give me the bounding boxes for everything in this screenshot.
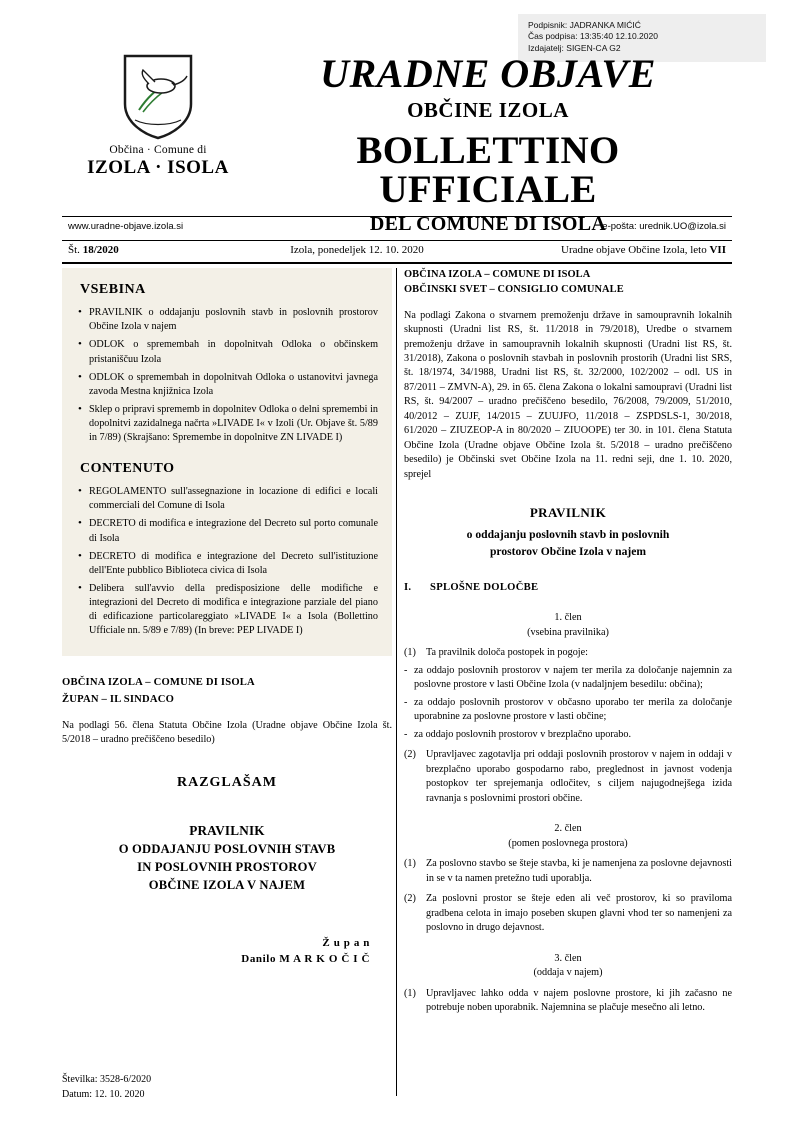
list-item: • DECRETO di modifica e integrazione del Decreto sull'istituzione dell'Ente pubblico Biblioteca civica di Isola — [76, 550, 378, 578]
list-item: • PRAVILNIK o oddajanju poslovnih stavb in poslovnih prostorov Občine Izola v najem — [76, 306, 378, 334]
contact-row — [68, 221, 726, 232]
contenuto-heading: CONTENUTO — [80, 461, 175, 477]
table-of-contents-box — [62, 268, 392, 656]
title-slovene: URADNE OBJAVE — [320, 51, 656, 96]
article-paragraph — [404, 646, 732, 660]
article-caption: (oddaja v najem) — [533, 967, 603, 979]
paragraph-text: Za poslovni prostor se šteje eden ali več prostorov, ki so praviloma gradbena celota in imajo poseben skupen glavni vhod ter so namenjeni za poslovno in drugo dejavnost. — [426, 893, 732, 934]
subtitle-italian: DEL COMUNE DI ISOLA — [369, 213, 607, 235]
paragraph-text: Ta pravilnik določa postopek in pogoje: — [426, 647, 588, 659]
article-number: 3. člen — [554, 952, 582, 964]
article-paragraph — [404, 748, 732, 806]
article-dash-item — [404, 696, 732, 725]
subtitle-slovene: OBČINE IZOLA — [407, 98, 569, 122]
crest-caption-line2: IZOLA · ISOLA — [87, 157, 229, 178]
list-item: • ODLOK o spremembah in dopolnitvah Odloka o občinskem pristaniščuu Izola — [76, 338, 378, 366]
document-title-line2: O ODDAJANJU POSLOVNIH STAVB — [118, 841, 336, 856]
paragraph-number: (1) — [404, 987, 416, 999]
paragraph-text: za oddajo poslovnih prostorov v brezplačno uporabo. — [414, 728, 631, 740]
list-item: • Sklep o pripravi sprememb in dopolnitev Odloka o delni spremembi in dopolnitvi zazidalnega načrta »LIVADE I« v Izoli (Ur. Objave št. 5/89 in 7/89) (Skrajšano: Spremembe in dopolnitve ZN LIVADE I) — [76, 403, 378, 445]
document-title-line4: OBČINE IZOLA V NAJEM — [148, 878, 306, 893]
issue-number-group — [68, 244, 218, 256]
article-header — [404, 822, 732, 851]
vsebina-heading: VSEBINA — [80, 282, 146, 297]
email-link[interactable]: e-pošta: urednik.UO@izola.si — [602, 221, 726, 232]
signature-issuer: Izdajatelj: SIGEN-CA G2 — [528, 42, 621, 53]
issue-number: 18/2020 — [82, 244, 119, 256]
article-number: 1. člen — [554, 612, 582, 624]
paragraph-text: za oddajo poslovnih prostorov v najem ter merila za določanje najemnin za poslovne prostore v lasti Občine Izola (v nadaljnjem besedilu: občina); — [414, 664, 732, 691]
website-link[interactable]: www.uradne-objave.izola.si — [68, 221, 184, 232]
org-name-line1: OBČINA IZOLA – COMUNE DI ISOLA — [62, 677, 255, 689]
list-item: • ODLOK o spremembah in dopolnitvah Odloka o ustanovitvi javnega zavoda Mestna knjižnica Izola — [76, 371, 378, 399]
article-paragraph — [404, 892, 732, 935]
document-date: Datum: 12. 10. 2020 — [62, 1088, 145, 1100]
legal-basis-paragraph: Na podlagi Zakona o stvarnem premoženju države in samoupravnih lokalnih skupnosti (Uradni list RS, št. 11/2018 in 79/2018), Uredbe o stvarnem premoženju države in samoupravnih lokalnih skupnosti (Uradni list RS, št. 31/2018), Zakona o poslovnih stavbah in poslovnih prostorih (Uradni list SRS, št. 18/1974, 34/1988, Uradni list RS, št. 32/2000, 102/2002 – odl. US in 87/2011 – ZMVN-A), 29. in 65. člena Zakona o lokalni samoupravi (Uradni list RS, št. 94/2007 – uradno prečiščeno besedilo, 76/2008, 79/2009, 51/2010, 40/2012 – ZUJF, 14/2015 – ZUUJFO, 11/2018 – ZSPDSLS-1, 30/2018, 61/2020 – ZIUZEOP-A in 80/2020 – ZIUOOPE) ter 30. in 101. člena Statuta Občine Izola (Uradne objave Občine Izola št. 5/2018 – uradno prečiščeno besedilo) je Občinski svet Občine Izola na 11. redni seji, dne 1. 10. 2020, sprejel — [404, 309, 732, 480]
intro-paragraph: Na podlagi 56. člena Statuta Občine Izola (Uradne objave Občine Izola št. 5/2018 – uradno prečiščeno besedilo) — [62, 720, 392, 746]
issue-row — [68, 244, 726, 256]
signer-name: Danilo M A R K O Č I Č — [241, 953, 370, 966]
article-header — [404, 611, 732, 640]
dash-marker: - — [404, 664, 408, 676]
document-title-block — [62, 821, 392, 895]
section-title: SPLOŠNE DOLOČBE — [430, 582, 539, 594]
dash-marker: - — [404, 728, 408, 740]
signer-role: Ž u p a n — [322, 936, 370, 949]
mayor-proclamation — [62, 676, 392, 968]
article-dash-item — [404, 728, 732, 742]
regulation-subtitle-line2: prostorov Občine Izola v najem — [489, 544, 647, 558]
article-number: 2. člen — [554, 823, 582, 835]
section-numeral: I. — [404, 582, 412, 594]
coat-of-arms-icon — [121, 52, 195, 140]
paragraph-number: (1) — [404, 858, 416, 870]
list-item: • Delibera sull'avvio della predisposizione delle modifiche e integrazioni del Decreto di modifica e integrazione parziale del piano di edificazione particolareggiato »LIVADE I« a Isola (Bollettino Ufficiale nn. 5/89 e 7/89) (In breve: PEP LIVADE I) — [76, 582, 378, 638]
document-meta — [62, 1073, 151, 1102]
paragraph-number: (2) — [404, 749, 416, 761]
masthead-titles — [244, 51, 732, 236]
column-divider — [396, 268, 397, 1096]
org-name-line2: ŽUPAN – IL SINDACO — [62, 693, 175, 705]
paragraph-text: za oddajo poslovnih prostorov v občasno uporabo ter merila za določanje uporabnine za poslovne prostore v lasti občine; — [414, 696, 732, 723]
article-caption: (pomen poslovnega prostora) — [508, 837, 628, 849]
contenuto-list — [76, 485, 378, 638]
vsebina-list — [76, 306, 378, 445]
paragraph-text: Upravljavec lahko odda v najem poslovne prostore, ki jih začasno ne potrebuje noben uporabnik. Najemnina se plačuje mesečno ali letno. — [426, 987, 732, 1014]
issue-place-date: Izola, ponedeljek 12. 10. 2020 — [290, 244, 424, 256]
municipal-crest — [78, 52, 238, 179]
section-heading — [404, 580, 732, 595]
dash-marker: - — [404, 696, 408, 708]
crest-caption-line1: Občina · Comune di — [109, 144, 207, 156]
document-title-line1: PRAVILNIK — [189, 822, 265, 838]
divider-bottom — [62, 262, 732, 264]
right-column — [404, 268, 732, 1016]
signature-time: Čas podpisa: 13:35:40 12.10.2020 — [528, 31, 658, 42]
left-column — [62, 268, 392, 968]
paragraph-text: Upravljavec zagotavlja pri oddaji poslovnih prostorov v najem in oddaji v brezplačno uporabo gospodarno rabo, preglednost in javnost vodenja postopkov ter sprejemanja odločitev, s ciljem najugodnejšega izida ravnanja s poslovnimi prostori občine. — [426, 749, 732, 804]
article-caption: (vsebina pravilnika) — [527, 626, 609, 638]
council-name-line1: OBČINA IZOLA – COMUNE DI ISOLA — [404, 269, 591, 280]
edition-year: VII — [709, 244, 726, 256]
council-name-line2: OBČINSKI SVET – CONSIGLIO COMUNALE — [404, 283, 624, 295]
paragraph-number: (1) — [404, 647, 416, 659]
issue-edition — [496, 244, 726, 256]
article-paragraph — [404, 987, 732, 1016]
divider-top — [62, 216, 732, 217]
article-header — [404, 952, 732, 981]
document-title-line3: IN POSLOVNIH PROSTOROV — [137, 860, 317, 875]
paragraph-number: (2) — [404, 893, 416, 905]
issue-prefix: Št. — [68, 244, 80, 256]
signature-block — [62, 935, 392, 968]
regulation-title: PRAVILNIK — [529, 505, 607, 521]
document-number: Številka: 3528-6/2020 — [62, 1074, 152, 1085]
regulation-subtitle-line1: o oddajanju poslovnih stavb in poslovnih — [466, 527, 670, 541]
divider-middle — [62, 240, 732, 241]
edition-text: Uradne objave Občine Izola, leto — [561, 244, 707, 256]
article-dash-item — [404, 664, 732, 693]
title-italian: BOLLETTINO UFFICIALE — [356, 129, 620, 211]
article-paragraph — [404, 857, 732, 886]
paragraph-text: Za poslovno stavbo se šteje stavba, ki je namenjena za poslovne dejavnosti in se v ta namen pretežno tudi uporablja. — [426, 858, 732, 884]
signature-signer: Podpisnik: JADRANKA MIĆIĆ — [528, 20, 641, 30]
proclaim-heading: RAZGLAŠAM — [176, 775, 277, 791]
list-item: • DECRETO di modifica e integrazione del Decreto sul porto comunale di Isola — [76, 517, 378, 545]
list-item: • REGOLAMENTO sull'assegnazione in locazione di edifici e locali commerciali del Comune di Isola — [76, 485, 378, 513]
